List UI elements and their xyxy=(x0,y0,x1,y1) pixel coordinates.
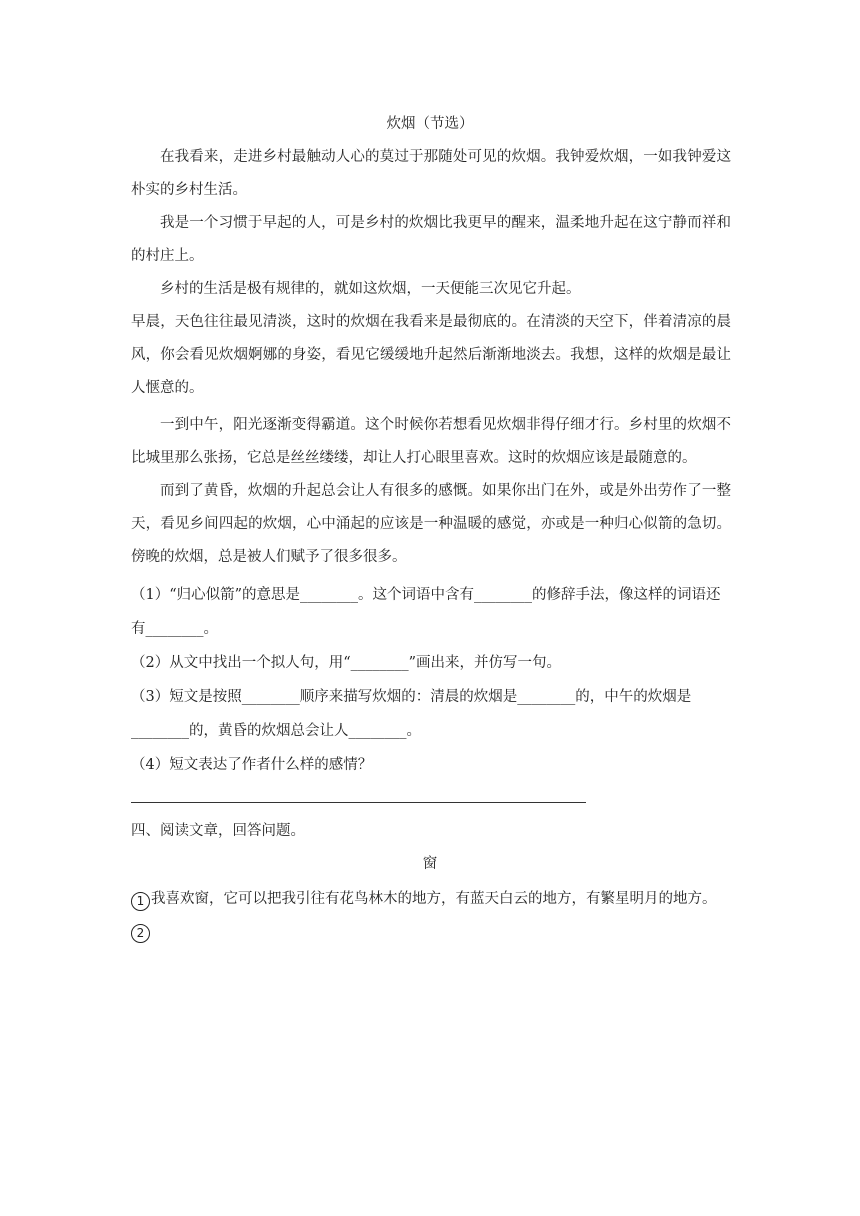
numbered-item-1 xyxy=(131,882,731,916)
section-heading: 四、阅读文章，回答问题。 xyxy=(131,823,305,839)
paragraph-1: 在我看来，走进乡村最触动人心的莫过于那随处可见的炊烟。我钟爱炊烟，一如我钟爱这朴实的乡村生活。 xyxy=(131,149,731,198)
paragraph-6: 而到了黄昏，炊烟的升起总会让人有很多的感慨。如果你出门在外，或是外出劳作了一整天，看见乡间四起的炊烟，心中涌起的应该是一种温暖的感觉，亦或是一种归心似箭的急切。傍晚的炊烟，总是被人们赋予了很多很多。 xyxy=(131,483,731,565)
paragraph-5: 一到中午，阳光逐渐变得霸道。这个时候你若想看见炊烟非得仔细才行。乡村里的炊烟不比城里那么张扬，它总是丝丝缕缕，却让人打心眼里喜欢。这时的炊烟应该是最随意的。 xyxy=(131,417,731,466)
item-1-text: 我喜欢窗，它可以把我引往有花鸟林木的地方，有蓝天白云的地方，有繁星明月的地方。 xyxy=(151,891,717,907)
question-3: （3）短文是按照________顺序来描写炊烟的：清晨的炊烟是________的，中午的炊烟是________的，黄昏的炊烟总会让人________。 xyxy=(131,689,692,739)
question-2: （2）从文中找出一个拟人句，用“________”画出来，并仿写一句。 xyxy=(131,655,562,671)
question-4: （4）短文表达了作者什么样的感情？ xyxy=(131,757,373,773)
numbered-item-2 xyxy=(131,914,731,948)
paragraph-3: 乡村的生活是极有规律的，就如这炊烟，一天便能三次见它升起。 xyxy=(160,281,581,297)
paragraph-4: 早晨，天色往往最见清淡，这时的炊烟在我看来是最彻底的。在清淡的天空下，伴着清凉的晨风，你会看见炊烟婀娜的身姿，看见它缓缓地升起然后渐渐地淡去。我想，这样的炊烟是最让人惬意的。 xyxy=(131,314,731,396)
passage-title: 炊烟（节选） xyxy=(386,116,474,132)
paragraph-2: 我是一个习惯于早起的人，可是乡村的炊烟比我更早的醒来，温柔地升起在这宁静而祥和的村庄上。 xyxy=(131,215,731,264)
circled-number-1: 1 xyxy=(131,892,150,911)
question-1: （1）“归心似箭”的意思是________。这个词语中含有________的修辞手法，像这样的词语还有________。 xyxy=(131,587,721,637)
article-title: 窗 xyxy=(422,856,438,872)
answer-line xyxy=(131,802,586,803)
circled-number-2: 2 xyxy=(131,924,150,943)
